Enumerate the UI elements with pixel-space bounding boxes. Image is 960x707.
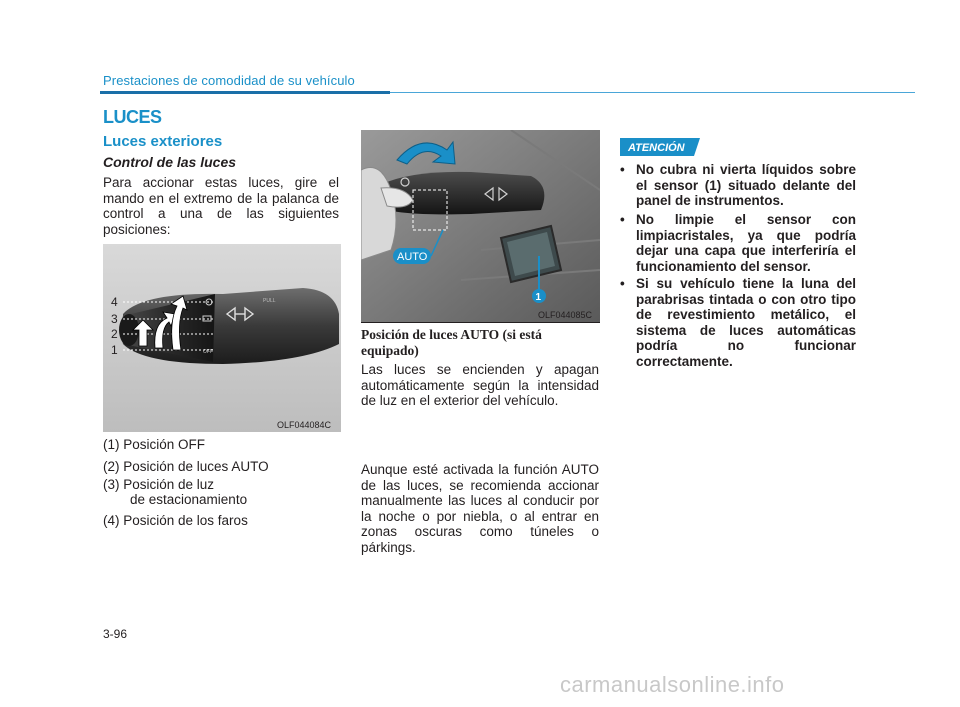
figure-code-2: OLF044085C <box>538 310 593 320</box>
watermark: carmanualsonline.info <box>560 672 785 697</box>
bullet-dot: • <box>620 212 625 227</box>
callout-1: 1 <box>535 292 542 303</box>
caution-bullet-2 <box>620 212 856 274</box>
light-switch-figure <box>103 244 341 432</box>
light-switch-illustration <box>103 244 341 432</box>
position-item-1: (1) Posición OFF <box>103 437 206 452</box>
section-title: LUCES <box>103 107 162 127</box>
header-divider-dark <box>100 91 390 94</box>
auto-label: AUTO <box>397 251 428 263</box>
figure-number-3: 3 <box>111 312 118 326</box>
svg-text:OFF: OFF <box>203 349 213 355</box>
caution-badge-label: ATENCIÓN <box>628 142 685 154</box>
figure-number-2: 2 <box>111 327 118 341</box>
caution-bullet-1 <box>620 162 856 209</box>
intro-paragraph: Para accionar estas luces, gire el mando en el extremo de la palanca de control a una de las siguientes posiciones: <box>103 175 339 237</box>
svg-text:PULL: PULL <box>263 298 276 304</box>
position-item-3: (3) Posición de luz <box>103 477 215 492</box>
header-divider-light <box>390 92 915 93</box>
caution-bullet-3 <box>620 276 856 369</box>
position-item-3-cont: de estacionamiento <box>130 492 248 507</box>
bullet-dot: • <box>620 162 625 177</box>
figure-number-4: 4 <box>111 295 118 309</box>
auto-paragraph-1: Las luces se encienden y apagan automáticamente según la intensidad de luz en el exterior del vehículo. <box>361 362 599 408</box>
caution-bullet-text: No cubra ni vierta líquidos sobre el sensor (1) situado delante del panel de instrumentos. <box>636 162 856 208</box>
position-item-4: (4) Posición de los faros <box>103 513 248 528</box>
caution-bullet-text: Si su vehículo tiene la luna del parabrisas tintada o con otro tipo de revestimiento metálico, el sistema de luces automáticas podría no funcionar correctamente. <box>636 276 856 369</box>
auto-sensor-figure <box>361 130 600 322</box>
chapter-header: Prestaciones de comodidad de su vehículo <box>103 73 355 88</box>
caution-badge <box>620 138 700 156</box>
page-number: 3-96 <box>103 627 128 641</box>
auto-paragraph-2: Aunque esté activada la función AUTO de las luces, se recomienda accionar manualmente las luces al conducir por la noche o por niebla, o al entrar en zonas oscuras como túneles o párkings. <box>361 462 599 555</box>
position-item-2: (2) Posición de luces AUTO <box>103 459 269 474</box>
auto-heading: Posición de luces AUTO (si está equipado) <box>361 327 542 358</box>
auto-sensor-illustration <box>361 130 600 322</box>
figure-number-1: 1 <box>111 343 118 357</box>
figure-underline <box>361 322 600 323</box>
figure-code: OLF044084C <box>277 420 332 430</box>
subsubsection-title: Control de las luces <box>103 154 237 170</box>
caution-badge-shape <box>620 138 700 156</box>
bullet-dot: • <box>620 276 625 291</box>
subsection-title: Luces exteriores <box>103 133 223 150</box>
caution-bullet-text: No limpie el sensor con limpiacristales, ya que podría dejar una capa que interferiría el funcionamiento del sensor. <box>636 212 856 274</box>
